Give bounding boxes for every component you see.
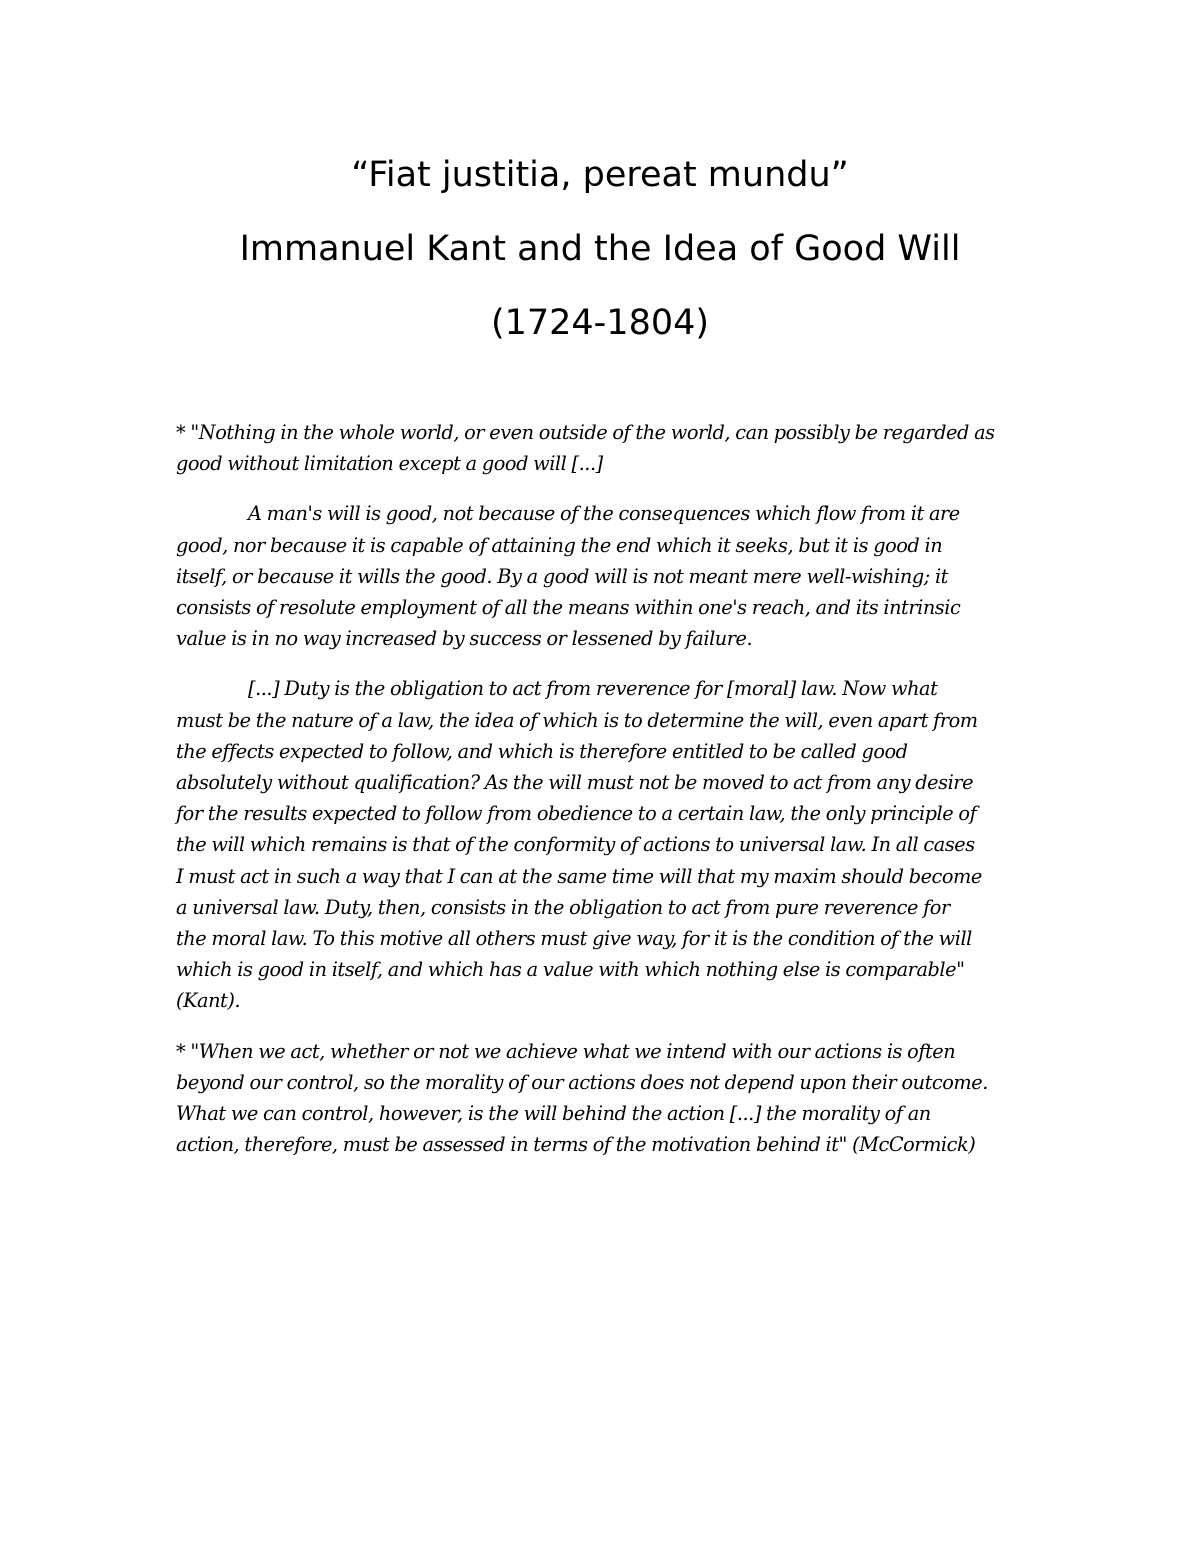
text-line: I must act in such a way that I can at the same time will that my maxim should become: [176, 864, 982, 888]
text-line: [...] Duty is the obligation to act from reverence for [moral] law. Now what: [248, 677, 938, 701]
text-line: action, therefore, must be assessed in terms of the motivation behind it" (McCormick): [176, 1133, 976, 1157]
quote-paragraph-good-will: [176, 498, 1034, 654]
title-latin-motto: “Fiat justitia, pereat mundu”: [351, 155, 849, 195]
text-line: a universal law. Duty, then, consists in the obligation to act from pure reverence for: [176, 895, 950, 919]
text-line: which is good in itself, and which has a value with which nothing else is comparable": [176, 958, 965, 982]
text-line: * "Nothing in the whole world, or even outside of the world, can possibly be regarded as: [176, 421, 995, 444]
text-line: for the results expected to follow from obedience to a certain law, the only principle of: [176, 802, 977, 826]
text-line: itself, or because it wills the good. By a good will is not meant mere well-wishing; it: [176, 564, 948, 588]
text-line: A man's will is good, not because of the consequences which flow from it are: [248, 502, 960, 526]
text-line: the effects expected to follow, and which is therefore entitled to be called good: [176, 739, 908, 763]
title-main: Immanuel Kant and the Idea of Good Will: [239, 229, 961, 269]
text-line: consists of resolute employment of all the means within one's reach, and its intrinsic: [176, 596, 961, 620]
quote-paragraph-mccormick: [176, 1036, 1034, 1161]
quote-paragraph-duty: [176, 673, 1034, 1016]
text-line: must be the nature of a law, the idea of which is to determine the will, even apart from: [176, 708, 978, 732]
text-line: value is in no way increased by success or lessened by failure.: [176, 627, 753, 651]
text-line: good, nor because it is capable of attaining the end which it seeks, but it is good in: [176, 533, 943, 557]
text-line: beyond our control, so the morality of our actions does not depend upon their outcome.: [176, 1070, 988, 1094]
text-line: the moral law. To this motive all others must give way, for it is the condition of the will: [176, 927, 972, 951]
text-line: the will which remains is that of the conformity of actions to universal law. In all cases: [176, 833, 975, 857]
document-title: [0, 138, 1200, 360]
document-body: [176, 417, 1034, 1160]
text-line: good without limitation except a good will [...]: [176, 452, 603, 476]
text-line: (Kant).: [176, 989, 241, 1013]
text-line: absolutely without qualification? As the will must not be moved to act from any desire: [176, 771, 974, 795]
title-dates: (1724-1804): [490, 303, 710, 343]
text-line: What we can control, however, is the will behind the action [...] the morality of an: [176, 1102, 931, 1126]
text-line: * "When we act, whether or not we achieve what we intend with our actions is often: [176, 1039, 956, 1063]
quote-paragraph-nothing-good: [176, 417, 1034, 479]
